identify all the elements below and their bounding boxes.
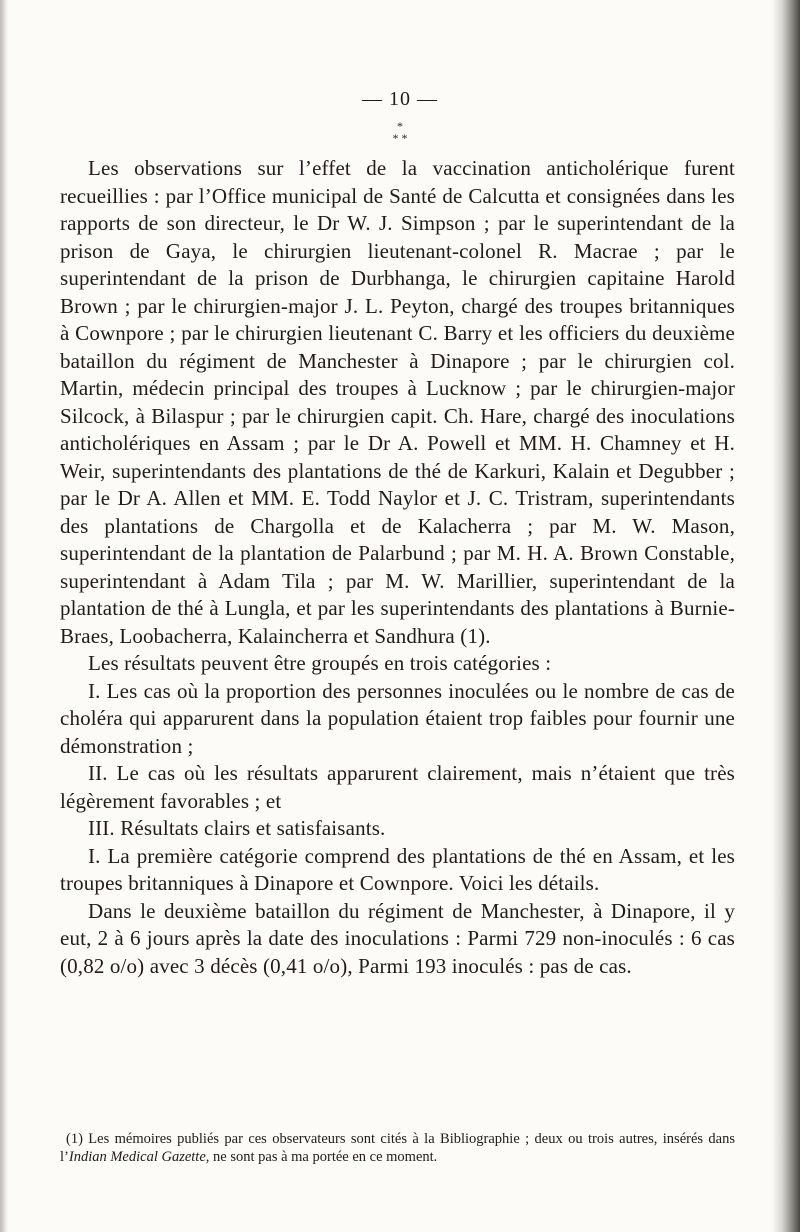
paragraph-manchester: Dans le deuxième bataillon du régiment de Manchester, à Dinapore, il y eut, 2 à 6 jours après la date des inoculations : Parmi 729 non-inoculés : 6 cas (0,82 o/o) avec 3 décès (0,41 o/o), Parmi 193 inoculés : pas de cas. <box>60 898 735 978</box>
paragraph-category-1: I. Les cas où la proportion des personnes inoculées ou le nombre de cas de choléra qui apparurent dans la population étaient trop faibles pour fournir une démonstration ; <box>60 678 735 758</box>
page-number: — 10 — <box>362 88 438 110</box>
footnote <box>60 1130 735 1166</box>
footnote-journal: Indian Medical Gazette <box>68 1149 206 1165</box>
paragraph-observations: Les observations sur l’effet de la vaccination anticholérique furent recueillies : par l’Office municipal de Santé de Calcutta et consignées dans les rapports de son directeur, le Dr W. J. Simpson ; par le superintendant de la prison de Gaya, le chirurgien lieutenant-colonel R. Macrae ; par le superintendant de la prison de Durbhanga, le chirurgien capitaine Harold Brown ; par le chirurgien-major J. L. Peyton, chargé des troupes britanniques à Cownpore ; par le chirurgien lieutenant C. Barry et les officiers du deuxième bataillon du régiment de Manchester à Dinapore ; par le chirurgien col. Martin, médecin principal des troupes à Lucknow ; par le chirurgien-major Silcock, à Bilaspur ; par le chirurgien capit. Ch. Hare, chargé des inoculations anticholériques en Assam ; par le Dr A. Powell et MM. H. Chamney et H. Weir, superintendants des plantations de thé de Karkuri, Kalain et Degubber ; par le Dr A. Allen et MM. E. Todd Naylor et J. C. Tristram, superintendants des plantations de Chargolla et de Kalacherra ; par M. W. Mason, superintendant de la plantation de Palarbund ; par M. H. A. Brown Constable, superintendant à Adam Tila ; par M. W. Marillier, superintendant de la plantation de thé à Lungla, et par les superintendants des plantations à Burnie-Braes, Loobacherra, Kalaincherra et Sandhura (1). <box>60 156 735 648</box>
asterism-top: * <box>397 119 403 133</box>
paragraph-results-intro: Les résultats peuvent être groupés en trois catégories : <box>88 651 552 675</box>
footnote-before: (1) Les mémoires publiés par ces observateurs sont cités à la Bibliographie ; deux ou trois autres, insérés dans l’ <box>60 1131 735 1165</box>
paragraph-category-2: II. Le cas où les résultats apparurent clairement, mais n’étaient que très légèrement favorables ; et <box>60 761 735 813</box>
asterism-bottom: * * <box>392 131 408 145</box>
page-edge-shadow <box>772 0 800 1232</box>
section-asterism <box>0 120 800 144</box>
footnote-after: , ne sont pas à ma portée en ce moment. <box>205 1149 438 1165</box>
paragraph-first-category: I. La première catégorie comprend des plantations de thé en Assam, et les troupes britanniques à Dinapore et Cownpore. Voici les détails. <box>60 843 735 895</box>
paragraph-category-3: III. Résultats clairs et satisfaisants. <box>88 816 386 840</box>
footnote-text <box>60 1130 735 1166</box>
body-text <box>60 155 735 980</box>
gutter-shadow <box>0 0 8 1232</box>
